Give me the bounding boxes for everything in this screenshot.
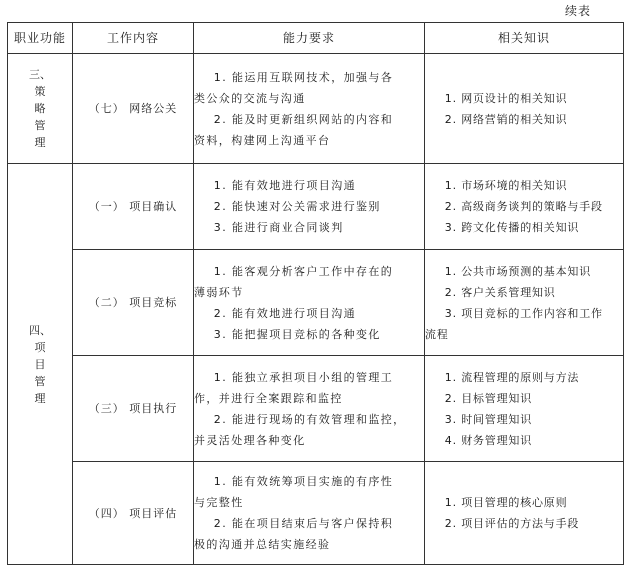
- knowledge-cell: 1. 公共市场预测的基本知识 2. 客户关系管理知识 3. 项目竞标的工作内容和工作 流程: [425, 250, 624, 356]
- header-requirements: 能力要求: [194, 23, 425, 54]
- knowledge-cell: 1. 项目管理的核心原则 2. 项目评估的方法与手段: [425, 462, 624, 565]
- table-header-row: [8, 23, 624, 54]
- knowledge-cell: 1. 市场环境的相关知识 2. 高级商务谈判的策略与手段 3. 跨文化传播的相关知识: [425, 164, 624, 250]
- requirements-cell: 1. 能有效地进行项目沟通 2. 能快速对公关需求进行鉴别 3. 能进行商业合同谈判: [194, 164, 425, 250]
- table-row: [8, 164, 624, 250]
- table-row: [8, 54, 624, 164]
- content-cell: （一） 项目确认: [73, 164, 194, 250]
- requirements-cell: 1. 能运用互联网技术，加强与各 类公众的交流与沟通 2. 能及时更新组织网站的内容和 资料，构建网上沟通平台: [194, 54, 425, 164]
- function-cell: 三、 策 略 管 理: [8, 54, 73, 164]
- header-function: 职业功能: [8, 23, 73, 54]
- header-knowledge: 相关知识: [425, 23, 624, 54]
- content-cell: （三） 项目执行: [73, 356, 194, 462]
- knowledge-cell: 1. 流程管理的原则与方法 2. 目标管理知识 3. 时间管理知识 4. 财务管理知识: [425, 356, 624, 462]
- content-cell: （四） 项目评估: [73, 462, 194, 565]
- continued-label: 续表: [564, 4, 591, 18]
- occupational-standard-table: [7, 22, 624, 565]
- content-cell: （七） 网络公关: [73, 54, 194, 164]
- function-cell: 四、 项 目 管 理: [8, 164, 73, 565]
- requirements-cell: 1. 能有效统筹项目实施的有序性 与完整性 2. 能在项目结束后与客户保持积 极的沟通并总结实施经验: [194, 462, 425, 565]
- table-row: [8, 356, 624, 462]
- header-content: 工作内容: [73, 23, 194, 54]
- knowledge-cell: 1. 网页设计的相关知识 2. 网络营销的相关知识: [425, 54, 624, 164]
- table-row: [8, 250, 624, 356]
- requirements-cell: 1. 能客观分析客户工作中存在的 薄弱环节 2. 能有效地进行项目沟通 3. 能把握项目竞标的各种变化: [194, 250, 425, 356]
- table-row: [8, 462, 624, 565]
- requirements-cell: 1. 能独立承担项目小组的管理工 作，并进行全案跟踪和监控 2. 能进行现场的有效管理和监控， 并灵活处理各种变化: [194, 356, 425, 462]
- content-cell: （二） 项目竞标: [73, 250, 194, 356]
